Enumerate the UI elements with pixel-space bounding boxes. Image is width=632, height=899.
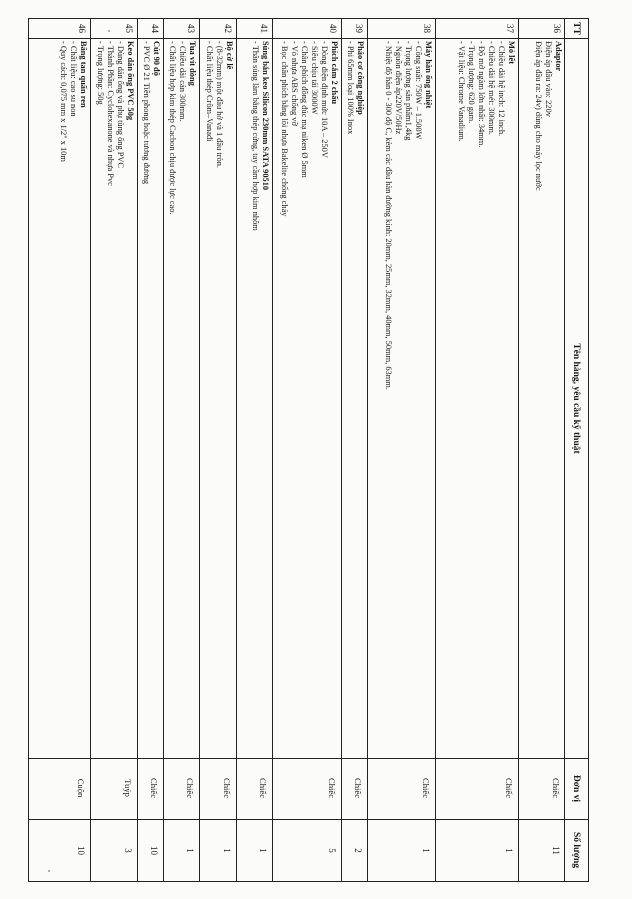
item-spec-line: - Trọng lượng sản phẩm1,4kg bbox=[404, 41, 413, 141]
column-divider-name bbox=[29, 758, 588, 759]
row-number: 39 bbox=[354, 24, 364, 33]
header-quantity: Số lượng bbox=[571, 831, 582, 869]
item-title: Mỏ lết bbox=[507, 41, 516, 65]
table-row bbox=[518, 19, 564, 881]
item-unit: Chiếc bbox=[222, 777, 232, 799]
item-spec-line: - Dùng dán ống và phụ tùng ống PVC bbox=[116, 41, 125, 169]
row-number: 37 bbox=[505, 24, 515, 33]
item-spec-line: - Siêu chịu tải 3000W bbox=[310, 41, 319, 115]
item-title: Máy hàn ống nhiệt bbox=[424, 41, 433, 109]
item-unit: Chiếc bbox=[327, 777, 337, 799]
item-spec-line: - (8-32mm) một đầu hở và 1 đầu tròn. bbox=[215, 41, 224, 169]
table-row bbox=[367, 19, 434, 881]
item-description bbox=[250, 41, 270, 757]
header-tt: TT bbox=[571, 22, 582, 35]
equipment-spec-table bbox=[28, 18, 589, 882]
item-description bbox=[167, 41, 197, 757]
item-title: Adaptor bbox=[554, 41, 563, 72]
item-quantity: 1 bbox=[258, 848, 268, 853]
item-spec-line: - Trọng lượng: 50g bbox=[96, 41, 105, 105]
item-quantity: 1 bbox=[504, 848, 514, 853]
item-description bbox=[533, 41, 563, 757]
item-spec-line: - Phi 65mm loại 100% Inox bbox=[346, 41, 355, 135]
column-divider-tt bbox=[29, 38, 588, 39]
item-spec-line: - Chất liệu thép Crôm–Vanađi bbox=[205, 41, 214, 142]
item-spec-line: - Thành Phần: Cyclohexanone và nhựa Pvc bbox=[106, 41, 115, 186]
item-description bbox=[95, 41, 135, 757]
item-description bbox=[383, 41, 433, 757]
row-number: 42 bbox=[223, 24, 233, 33]
item-spec-line: - Chiều dài cán 300mm. bbox=[178, 41, 187, 122]
item-title: Keo dán ống PVC 50g bbox=[126, 41, 135, 121]
item-quantity: 1 bbox=[222, 848, 232, 853]
item-spec-line: - Bọc chân phích bằng lõi nhựa Bakelite chống cháy bbox=[280, 41, 289, 217]
item-description bbox=[345, 41, 365, 757]
table-row bbox=[53, 19, 89, 881]
item-spec-line: - Quy cách: 0,075 mm x 1/2" x 10m bbox=[59, 41, 68, 162]
item-unit: Chiếc bbox=[551, 777, 561, 799]
item-description bbox=[204, 41, 234, 757]
item-spec-line: - Chất liệu: cao su non bbox=[69, 41, 78, 117]
row-number: 45 bbox=[124, 24, 134, 33]
table-row bbox=[163, 19, 198, 881]
item-description bbox=[141, 41, 161, 757]
item-unit: Chiếc bbox=[504, 777, 514, 799]
item-quantity: 1 bbox=[185, 848, 195, 853]
item-spec-line: - Chiều dài hệ mét: 300mm. bbox=[487, 41, 496, 135]
item-spec-line: - Nguồn điện áp220V/50Hz bbox=[394, 41, 403, 135]
item-unit: Cuộn bbox=[76, 778, 86, 798]
column-divider-unit bbox=[29, 819, 588, 820]
item-quantity: 1 bbox=[421, 848, 431, 853]
item-spec-line: - Vỏ nhựa ABS chống vỡ bbox=[290, 41, 299, 126]
item-unit: Tuýp bbox=[123, 779, 133, 797]
item-title: Băng tan quấn ren bbox=[79, 41, 88, 108]
item-quantity: 10 bbox=[149, 846, 159, 855]
item-spec-line: - Chân phích đồng đúc mạ niken Ø 5mm bbox=[300, 41, 309, 178]
item-quantity: 10 bbox=[76, 846, 86, 855]
row-number: 43 bbox=[186, 24, 196, 33]
table-row bbox=[90, 19, 136, 881]
item-description bbox=[58, 41, 88, 757]
item-unit: Chiếc bbox=[421, 777, 431, 799]
scan-speck bbox=[48, 870, 50, 872]
item-spec-line: - Chiều dài hệ inch: 12 inch. bbox=[497, 41, 506, 137]
scan-speck bbox=[108, 30, 110, 32]
item-spec-line: - PVC Ø 21 Tiền phong hoặc tương đương bbox=[142, 41, 151, 185]
item-spec-line: Điện áp đầu ra: 24v) dùng cho máy lọc nước bbox=[534, 41, 543, 191]
item-title: Pháo cơ công nghiệp bbox=[356, 41, 365, 115]
item-quantity: 3 bbox=[123, 848, 133, 853]
item-spec-line: - Công suất: 750W – 1.500W bbox=[414, 41, 423, 140]
table-row bbox=[199, 19, 235, 881]
item-spec-line: - Dòng điện định mức 10A – 250V bbox=[320, 41, 329, 158]
item-unit: Chiếc bbox=[185, 777, 195, 799]
table-header-row bbox=[564, 19, 588, 881]
item-unit: Chiếc bbox=[149, 777, 159, 799]
item-spec-line: - Nhiệt độ hàn 0 - 300 độ C, kèm các đầu hàn đường kính: 20mm, 25mm, 32mm, 40mm, 50mm, 63mm. bbox=[384, 41, 393, 390]
row-number: 40 bbox=[328, 24, 338, 33]
item-spec-line: Điện áp đầu vào: 220v bbox=[544, 41, 553, 117]
item-spec-line: - Độ mở ngàm lớn nhất: 34mm. bbox=[477, 41, 486, 148]
item-title: Tua vít dòng bbox=[188, 41, 197, 86]
row-number: 46 bbox=[77, 24, 87, 33]
item-quantity: 11 bbox=[551, 846, 561, 855]
item-title: Súng bắn keo Silicon 230mm SATA 90510 bbox=[261, 41, 270, 191]
item-title: Bộ cờ lê bbox=[225, 41, 234, 70]
item-title: Phích cắm 2 chấu bbox=[330, 41, 339, 105]
table-row bbox=[272, 19, 340, 881]
item-spec-line: - Vật liệu: Chrome Vanadium. bbox=[457, 41, 466, 142]
table-row bbox=[341, 19, 366, 881]
item-unit: Chiếc bbox=[258, 777, 268, 799]
table-row bbox=[236, 19, 271, 881]
table-row bbox=[137, 19, 162, 881]
item-unit: Chiếc bbox=[353, 777, 363, 799]
item-quantity: 5 bbox=[327, 848, 337, 853]
header-item-name: Tên hàng, yêu cầu kỹ thuật bbox=[571, 343, 582, 454]
item-description bbox=[279, 41, 339, 757]
row-number: 44 bbox=[150, 24, 160, 33]
item-title: Cút 90 độ bbox=[152, 41, 161, 76]
row-number: 41 bbox=[259, 24, 269, 33]
row-number: 38 bbox=[422, 24, 432, 33]
item-spec-line: - Chất liệu hợp kim thép Cacbon chịu được lực cao. bbox=[168, 41, 177, 215]
table-row bbox=[435, 19, 517, 881]
item-quantity: 2 bbox=[353, 848, 363, 853]
item-spec-line: - Thân súng làm bằng thép cứng, tay cầm hợp kim nhôm bbox=[251, 41, 260, 231]
header-unit: Đơn vị bbox=[571, 774, 582, 803]
item-spec-line: - Trọng lượng: 620 gam. bbox=[467, 41, 476, 124]
item-description bbox=[456, 41, 516, 757]
row-number: 36 bbox=[552, 24, 562, 33]
